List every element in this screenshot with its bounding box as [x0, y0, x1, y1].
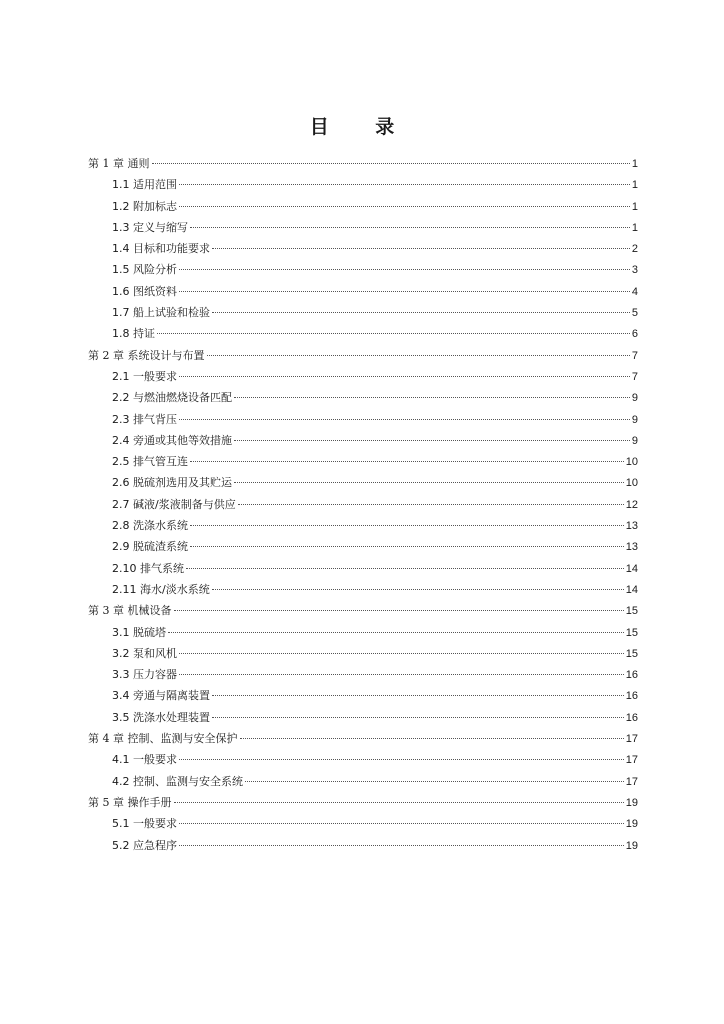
toc-dot-leader [179, 206, 630, 207]
toc-chapter-entry[interactable] [88, 153, 638, 174]
toc-section-entry[interactable] [88, 622, 638, 643]
toc-section-entry[interactable] [88, 387, 638, 408]
toc-section-entry[interactable] [88, 196, 638, 217]
toc-dot-leader [179, 845, 624, 846]
toc-section-entry[interactable] [88, 579, 638, 600]
toc-dot-leader [168, 632, 624, 633]
toc-dot-leader [212, 589, 624, 590]
toc-entry-label: 1.7 船上试验和检验 [112, 306, 210, 320]
toc-entry-label: 5.1 一般要求 [112, 817, 177, 831]
toc-dot-leader [179, 376, 630, 377]
toc-entry-page-number: 10 [625, 477, 638, 490]
toc-entry-page-number: 19 [625, 839, 638, 852]
toc-dot-leader [212, 695, 624, 696]
toc-dot-leader [238, 504, 624, 505]
toc-entry-label: 5.2 应急程序 [112, 838, 177, 852]
toc-entry-page-number: 17 [625, 754, 638, 767]
toc-dot-leader [179, 653, 624, 654]
toc-entry-page-number: 16 [625, 669, 638, 682]
toc-entry-label: 1.1 适用范围 [112, 178, 177, 192]
toc-entry-label: 2.7 碱液/浆液制备与供应 [112, 497, 236, 511]
toc-entry-page-number: 9 [631, 392, 638, 405]
toc-dot-leader [190, 461, 624, 462]
toc-entry-page-number: 15 [625, 626, 638, 639]
toc-section-entry[interactable] [88, 281, 638, 302]
toc-entry-label: 2.2 与燃油燃烧设备匹配 [112, 391, 232, 405]
toc-dot-leader [174, 610, 624, 611]
toc-entry-page-number: 7 [631, 370, 638, 383]
toc-entry-label: 1.6 图纸资料 [112, 284, 177, 298]
toc-entry-page-number: 1 [631, 221, 638, 234]
toc-entry-label: 第 2 章 系统设计与布置 [88, 348, 205, 362]
toc-dot-leader [179, 419, 630, 420]
toc-chapter-entry[interactable] [88, 600, 638, 621]
toc-section-entry[interactable] [88, 707, 638, 728]
toc-dot-leader [152, 163, 630, 164]
toc-dot-leader [212, 248, 630, 249]
toc-section-entry[interactable] [88, 813, 638, 834]
toc-section-entry[interactable] [88, 323, 638, 344]
toc-dot-leader [234, 440, 630, 441]
toc-entry-label: 2.1 一般要求 [112, 369, 177, 383]
toc-entry-page-number: 5 [631, 307, 638, 320]
toc-entry-page-number: 9 [631, 434, 638, 447]
toc-dot-leader [179, 184, 630, 185]
toc-entry-label: 1.2 附加标志 [112, 199, 177, 213]
toc-entry-label: 第 3 章 机械设备 [88, 604, 172, 618]
toc-entry-page-number: 9 [631, 413, 638, 426]
toc-entry-page-number: 1 [631, 158, 638, 170]
toc-section-entry[interactable] [88, 259, 638, 280]
toc-section-entry[interactable] [88, 217, 638, 238]
toc-entry-label: 1.3 定义与缩写 [112, 220, 188, 234]
toc-entry-page-number: 13 [625, 541, 638, 554]
toc-dot-leader [240, 738, 624, 739]
toc-entry-page-number: 13 [625, 520, 638, 533]
toc-entry-page-number: 2 [631, 243, 638, 256]
toc-section-entry[interactable] [88, 558, 638, 579]
toc-dot-leader [234, 397, 630, 398]
toc-section-entry[interactable] [88, 771, 638, 792]
toc-entry-page-number: 12 [625, 498, 638, 511]
toc-entry-label: 2.4 旁通或其他等效措施 [112, 433, 232, 447]
toc-dot-leader [179, 674, 624, 675]
toc-chapter-entry[interactable] [88, 792, 638, 813]
toc-entry-page-number: 17 [625, 775, 638, 788]
toc-dot-leader [190, 546, 624, 547]
toc-dot-leader [179, 759, 624, 760]
toc-entry-page-number: 1 [631, 179, 638, 192]
toc-section-entry[interactable] [88, 238, 638, 259]
toc-section-entry[interactable] [88, 685, 638, 706]
toc-entry-page-number: 15 [625, 605, 638, 618]
toc-entry-label: 3.2 泵和风机 [112, 646, 177, 660]
toc-entry-page-number: 1 [631, 200, 638, 213]
toc-entry-page-number: 17 [625, 733, 638, 746]
toc-section-entry[interactable] [88, 451, 638, 472]
toc-entry-label: 2.5 排气管互连 [112, 455, 188, 469]
toc-entry-label: 1.5 风险分析 [112, 263, 177, 277]
toc-section-entry[interactable] [88, 643, 638, 664]
toc-entry-label: 2.9 脱硫渣系统 [112, 540, 188, 554]
toc-dot-leader [186, 568, 624, 569]
toc-entry-label: 3.4 旁通与隔离装置 [112, 689, 210, 703]
toc-entry-label: 3.3 压力容器 [112, 668, 177, 682]
toc-section-entry[interactable] [88, 174, 638, 195]
toc-chapter-entry[interactable] [88, 728, 638, 749]
toc-dot-leader [234, 482, 624, 483]
toc-section-entry[interactable] [88, 494, 638, 515]
toc-dot-leader [190, 227, 630, 228]
toc-entry-label: 第 1 章 通则 [88, 157, 150, 170]
toc-entry-label: 3.1 脱硫塔 [112, 625, 166, 639]
toc-dot-leader [207, 355, 630, 356]
toc-entry-page-number: 19 [625, 796, 638, 809]
toc-entry-label: 2.3 排气背压 [112, 412, 177, 426]
toc-entry-page-number: 19 [625, 818, 638, 831]
toc-entry-label: 4.1 一般要求 [112, 753, 177, 767]
toc-entry-page-number: 16 [625, 711, 638, 724]
toc-entry-page-number: 6 [631, 328, 638, 341]
toc-entry-page-number: 7 [631, 349, 638, 362]
toc-section-entry[interactable] [88, 302, 638, 323]
toc-entry-page-number: 14 [625, 562, 638, 575]
toc-title: 目 录 [309, 116, 415, 138]
toc-entry-page-number: 16 [625, 690, 638, 703]
toc-chapter-entry[interactable] [88, 345, 638, 366]
toc-entry-label: 1.4 目标和功能要求 [112, 242, 210, 256]
toc-entry-page-number: 10 [625, 456, 638, 469]
toc-dot-leader [174, 802, 624, 803]
toc-entry-label: 2.11 海水/淡水系统 [112, 582, 210, 596]
toc-entry-label: 1.8 持证 [112, 327, 155, 341]
toc-entry-page-number: 15 [625, 647, 638, 660]
toc-section-entry[interactable] [88, 430, 638, 451]
toc-dot-leader [179, 269, 630, 270]
toc-entry-page-number: 4 [631, 285, 638, 298]
toc-dot-leader [212, 717, 624, 718]
toc-section-entry[interactable] [88, 515, 638, 536]
toc-entry-label: 4.2 控制、监测与安全系统 [112, 774, 243, 788]
toc-entry-page-number: 14 [625, 583, 638, 596]
toc-dot-leader [179, 823, 624, 824]
toc-entry-label: 2.10 排气系统 [112, 561, 184, 575]
toc-entry-label: 第 5 章 操作手册 [88, 795, 172, 809]
toc-dot-leader [245, 781, 624, 782]
toc-dot-leader [179, 291, 630, 292]
toc-section-entry[interactable] [88, 749, 638, 770]
toc-entry-label: 2.6 脱硫剂选用及其贮运 [112, 476, 232, 490]
toc-dot-leader [212, 312, 630, 313]
toc-dot-leader [190, 525, 624, 526]
toc-section-entry[interactable] [88, 536, 638, 557]
toc-section-entry[interactable] [88, 366, 638, 387]
toc-section-entry[interactable] [88, 835, 638, 856]
toc-section-entry[interactable] [88, 664, 638, 685]
toc-list [88, 153, 638, 856]
toc-dot-leader [157, 333, 630, 334]
toc-entry-label: 第 4 章 控制、监测与安全保护 [88, 732, 238, 746]
toc-entry-page-number: 3 [631, 264, 638, 277]
toc-entry-label: 3.5 洗涤水处理装置 [112, 710, 210, 724]
toc-section-entry[interactable] [88, 472, 638, 493]
toc-entry-label: 2.8 洗涤水系统 [112, 519, 188, 533]
toc-section-entry[interactable] [88, 409, 638, 430]
